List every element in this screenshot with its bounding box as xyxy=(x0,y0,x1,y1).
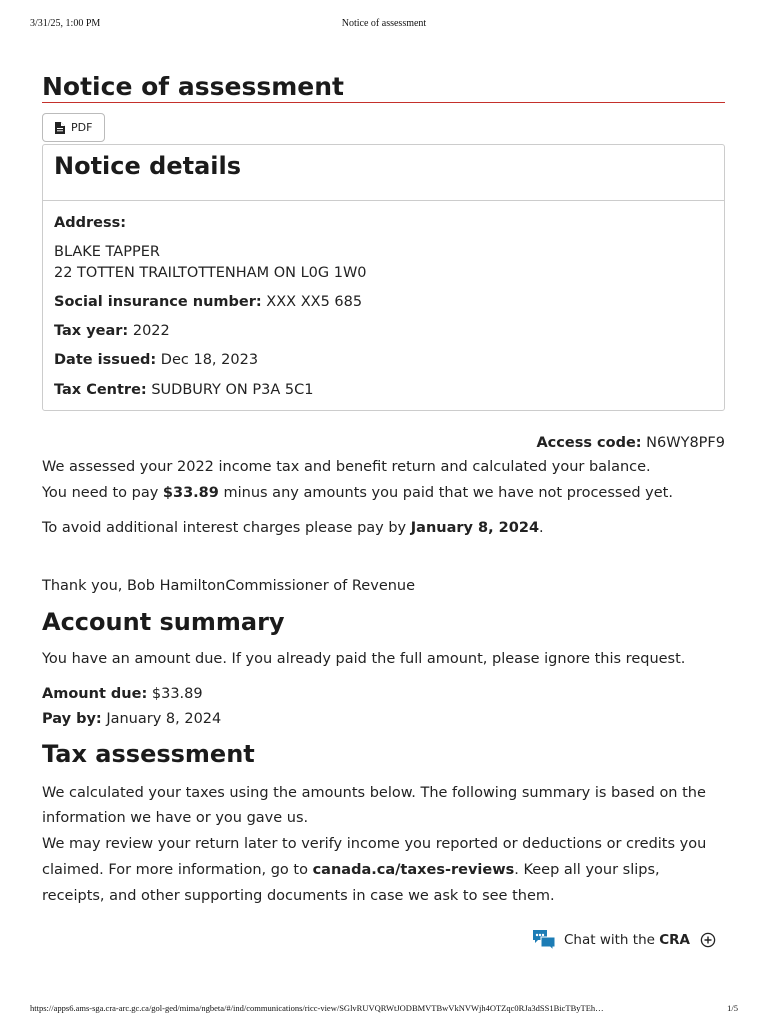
chat-with-cra-button[interactable] xyxy=(532,929,716,951)
page-title: Notice of assessment xyxy=(42,72,725,103)
tax-assessment-para2 xyxy=(42,831,725,909)
access-code xyxy=(42,433,725,453)
sin-value: XXX XX5 685 xyxy=(261,293,363,310)
address-label: Address: xyxy=(54,215,127,231)
address-line2: 22 TOTTEN TRAILTOTTENHAM ON L0G 1W0 xyxy=(54,264,367,281)
print-datetime: 3/31/25, 1:00 PM xyxy=(30,18,101,29)
tax-assessment-para2-post: . Keep all your slips, receipts, and other supporting documents in case we ask to see them. xyxy=(42,862,660,905)
chat-label-text: Chat with the xyxy=(564,932,660,948)
print-doc-title: Notice of assessment xyxy=(341,18,427,29)
address-line1: BLAKE TAPPER xyxy=(54,244,160,261)
date-issued-label: Date issued: xyxy=(54,352,157,369)
tax-assessment-para2-pre: We may review your return later to verify income you reported or deductions or credits you claimed. For more information, go to xyxy=(42,836,707,879)
thank-you: Thank you, Bob HamiltonCommissioner of Revenue xyxy=(42,578,416,595)
tax-year-row xyxy=(54,321,713,341)
intro-line1: We assessed your 2022 income tax and benefit return and calculated your balance. xyxy=(42,459,651,476)
intro-line2-post: minus any amounts you paid that we have not processed yet. xyxy=(218,484,673,501)
chat-label-cra: CRA xyxy=(659,932,690,948)
amount-due-label: Amount due: xyxy=(42,685,148,702)
tax-assessment-para1: We calculated your taxes using the amounts below. The following summary is based on the information we have or you gave us. xyxy=(42,785,706,827)
file-icon xyxy=(55,122,65,134)
tax-year-label: Tax year: xyxy=(54,323,129,340)
amount-due-value: $33.89 xyxy=(147,685,203,702)
amount-due-row xyxy=(42,684,725,704)
amount-owed: $33.89 xyxy=(162,484,219,501)
plus-circle-icon xyxy=(700,932,716,948)
intro-line3-pre: To avoid additional interest charges please pay by xyxy=(42,519,411,536)
access-code-label: Access code: xyxy=(536,435,642,452)
tax-centre-label: Tax Centre: xyxy=(54,381,147,398)
account-summary-text: You have an amount due. If you already paid the full amount, please ignore this request. xyxy=(42,650,686,667)
date-issued-value: Dec 18, 2023 xyxy=(156,352,259,369)
intro-line2 xyxy=(42,483,725,503)
pay-by-label: Pay by: xyxy=(42,711,102,728)
sin-row xyxy=(54,292,713,312)
notice-details-panel xyxy=(42,144,725,411)
chat-bubbles-icon xyxy=(532,929,556,951)
tax-assessment-heading: Tax assessment xyxy=(42,740,255,769)
main-content xyxy=(42,72,725,909)
taxes-reviews-link[interactable]: canada.ca/taxes-reviews xyxy=(312,862,515,879)
notice-details-header xyxy=(43,145,724,201)
pdf-button-label: PDF xyxy=(71,121,93,134)
tax-centre-row xyxy=(54,380,713,400)
print-page-number: 1/5 xyxy=(727,1003,738,1013)
notice-details-heading: Notice details xyxy=(54,152,241,180)
print-url: https://apps6.ams-sga.cra-arc.gc.ca/gol-ged/mima/ngbeta/#/ind/communications/ricc-view/SGlvRUVQRWtJODBMVTBwVkNVWjh4OTZqc0RJa3dSS1BicTByTEh… xyxy=(30,1003,604,1013)
intro-line2-pre: You need to pay xyxy=(42,484,163,501)
tax-centre-value: SUDBURY ON P3A 5C1 xyxy=(146,381,314,398)
chat-label xyxy=(564,932,690,948)
date-issued-row xyxy=(54,350,713,370)
pay-by-value: January 8, 2024 xyxy=(101,711,222,728)
pdf-button[interactable] xyxy=(42,113,105,142)
sin-label: Social insurance number: xyxy=(54,293,262,310)
tax-year-value: 2022 xyxy=(128,323,170,340)
access-code-value: N6WY8PF9 xyxy=(641,435,725,452)
pay-by-date: January 8, 2024 xyxy=(410,519,540,536)
account-summary-heading: Account summary xyxy=(42,607,285,636)
intro-line3 xyxy=(42,518,725,538)
pay-by-row xyxy=(42,709,725,729)
notice-details-body xyxy=(43,201,724,410)
intro-line3-post: . xyxy=(539,519,544,536)
